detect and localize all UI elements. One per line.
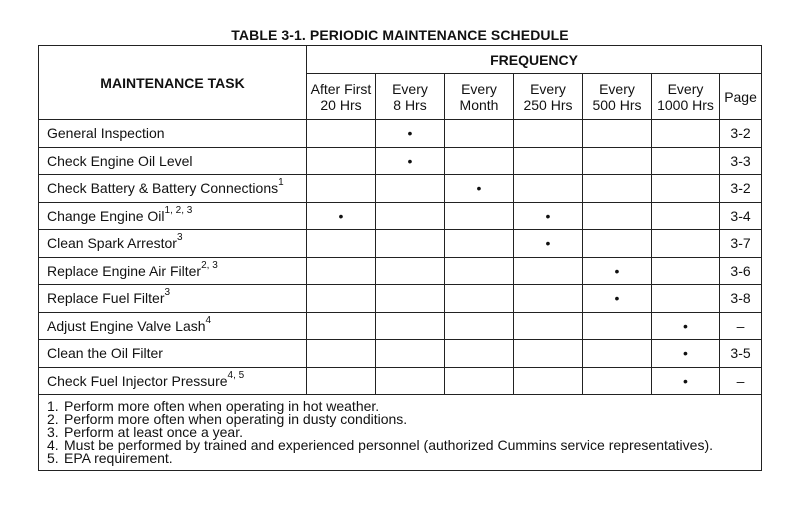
header-interval-line1: Every (530, 80, 566, 97)
frequency-cell (307, 120, 376, 148)
task-cell (39, 202, 307, 230)
frequency-cell (652, 147, 720, 175)
header-interval-line1: Every (599, 80, 635, 97)
frequency-cell (376, 202, 445, 230)
frequency-cell (652, 257, 720, 285)
frequency-cell (514, 257, 583, 285)
frequency-cell (583, 257, 652, 285)
footnote-text: Perform more often when operating in hot weather. (64, 398, 380, 414)
task-name: Check Fuel Injector Pressure (47, 372, 228, 389)
page-ref: – (720, 367, 762, 395)
frequency-cell (445, 285, 514, 313)
frequency-cell (583, 120, 652, 148)
bullet-mark-icon: • (683, 345, 688, 362)
frequency-cell (307, 340, 376, 368)
header-interval (514, 74, 583, 120)
table-row (39, 312, 762, 340)
page-ref: 3-2 (720, 175, 762, 203)
frequency-cell (445, 202, 514, 230)
footnote-ref: 4, 5 (227, 369, 245, 381)
frequency-cell (514, 285, 583, 313)
frequency-cell (445, 147, 514, 175)
footnote-number: 5. (47, 450, 59, 466)
bullet-mark-icon: • (407, 152, 413, 169)
schedule-body (39, 120, 762, 471)
header-interval-line1: After First (310, 80, 372, 97)
footnote-ref: 2, 3 (201, 259, 218, 271)
table-row (39, 230, 762, 258)
footnote-ref: 3 (164, 287, 171, 299)
frequency-cell (307, 230, 376, 258)
table-row (39, 285, 762, 313)
footnote-number: 1. (47, 398, 59, 414)
frequency-cell (376, 230, 445, 258)
footnote-ref: 4 (205, 314, 212, 326)
bullet-mark-icon: • (614, 262, 620, 279)
bullet-mark-icon: • (614, 290, 620, 307)
page-ref: 3-7 (720, 230, 762, 258)
frequency-cell (307, 147, 376, 175)
frequency-cell (652, 175, 720, 203)
frequency-cell (514, 312, 583, 340)
frequency-cell (376, 147, 445, 175)
task-name: Replace Engine Air Filter (47, 262, 202, 279)
bullet-mark-icon: • (407, 125, 413, 142)
frequency-cell (652, 367, 720, 395)
frequency-cell (445, 312, 514, 340)
frequency-cell (307, 367, 376, 395)
frequency-cell (514, 147, 583, 175)
header-interval-line1: Every (461, 80, 497, 97)
task-name: Clean Spark Arrestor (47, 235, 177, 252)
frequency-cell (307, 202, 376, 230)
footnote-text: Perform at least once a year. (64, 424, 243, 440)
frequency-cell (376, 367, 445, 395)
header-interval (583, 74, 652, 120)
header-interval (376, 74, 445, 120)
frequency-cell (514, 120, 583, 148)
bullet-mark-icon: • (338, 207, 344, 224)
frequency-cell (652, 312, 720, 340)
task-name: Check Battery & Battery Connections (47, 180, 279, 197)
page-ref: 3-4 (720, 202, 762, 230)
frequency-cell (514, 367, 583, 395)
footnotes (39, 395, 762, 471)
footnote-number: 4. (47, 437, 59, 453)
page-ref: 3-8 (720, 285, 762, 313)
task-cell (39, 230, 307, 258)
frequency-cell (307, 257, 376, 285)
frequency-cell (583, 147, 652, 175)
frequency-cell (514, 230, 583, 258)
frequency-cell (445, 367, 514, 395)
task-cell (39, 367, 307, 395)
task-name: General Inspection (47, 125, 165, 142)
task-name: Adjust Engine Valve Lash (47, 317, 206, 334)
frequency-cell (583, 340, 652, 368)
frequency-cell (307, 312, 376, 340)
page-ref: 3-6 (720, 257, 762, 285)
table-row (39, 120, 762, 148)
table-row (39, 340, 762, 368)
footnote-text: Must be performed by trained and experienced personnel (authorized Cummins service representatives). (64, 437, 713, 453)
header-interval-line2: Month (459, 96, 499, 113)
maintenance-schedule-table (38, 45, 762, 471)
page-ref: – (720, 312, 762, 340)
header-interval-line2: 20 Hrs (320, 96, 362, 113)
frequency-cell (376, 120, 445, 148)
header-interval-line2: 250 Hrs (523, 96, 573, 113)
frequency-cell (307, 285, 376, 313)
header-maintenance-task: MAINTENANCE TASK (39, 46, 307, 120)
footnote-number: 2. (47, 411, 59, 427)
frequency-cell (445, 175, 514, 203)
page-ref: 3-2 (720, 120, 762, 148)
header-page: Page (720, 74, 762, 120)
frequency-cell (583, 285, 652, 313)
page-ref: 3-5 (720, 340, 762, 368)
frequency-cell (514, 340, 583, 368)
task-name: Clean the Oil Filter (47, 345, 163, 362)
table-row (39, 257, 762, 285)
task-cell (39, 120, 307, 148)
frequency-cell (583, 230, 652, 258)
footnote-ref: 3 (176, 232, 183, 244)
footnote-text: Perform more often when operating in dusty conditions. (64, 411, 408, 427)
bullet-mark-icon: • (683, 372, 688, 389)
frequency-cell (376, 257, 445, 285)
bullet-mark-icon: • (476, 180, 482, 197)
frequency-cell (514, 202, 583, 230)
frequency-cell (445, 257, 514, 285)
frequency-cell (652, 230, 720, 258)
header-interval-line2: 500 Hrs (592, 96, 642, 113)
frequency-cell (376, 312, 445, 340)
footnote-ref: 1, 2, 3 (164, 204, 193, 216)
header-interval-line2: 8 Hrs (393, 96, 427, 113)
frequency-cell (652, 285, 720, 313)
frequency-cell (376, 285, 445, 313)
frequency-cell (652, 340, 720, 368)
frequency-cell (514, 175, 583, 203)
page-ref: 3-3 (720, 147, 762, 175)
header-interval (445, 74, 514, 120)
frequency-cell (583, 202, 652, 230)
frequency-cell (445, 230, 514, 258)
table-row (39, 147, 762, 175)
header-interval (307, 74, 376, 120)
bullet-mark-icon: • (545, 235, 551, 252)
task-cell (39, 257, 307, 285)
frequency-cell (583, 175, 652, 203)
task-cell (39, 285, 307, 313)
task-name: Change Engine Oil (47, 207, 165, 224)
header-frequency: FREQUENCY (307, 46, 762, 74)
footnote-text: EPA requirement. (64, 450, 173, 466)
header-interval-line2: 1000 Hrs (657, 96, 714, 113)
frequency-cell (583, 312, 652, 340)
task-cell (39, 340, 307, 368)
table-title: TABLE 3-1. PERIODIC MAINTENANCE SCHEDULE (231, 27, 569, 43)
bullet-mark-icon: • (683, 317, 688, 334)
frequency-cell (307, 175, 376, 203)
task-name: Check Engine Oil Level (47, 152, 193, 169)
frequency-cell (376, 340, 445, 368)
frequency-cell (652, 120, 720, 148)
table-row (39, 202, 762, 230)
footnote (47, 452, 761, 465)
frequency-cell (445, 340, 514, 368)
task-name: Replace Fuel Filter (47, 290, 165, 307)
frequency-cell (445, 120, 514, 148)
footnote-number: 3. (47, 424, 59, 440)
task-cell (39, 147, 307, 175)
header-interval (652, 74, 720, 120)
bullet-mark-icon: • (545, 207, 551, 224)
frequency-cell (376, 175, 445, 203)
task-cell (39, 312, 307, 340)
header-interval-line1: Every (392, 80, 428, 97)
frequency-cell (583, 367, 652, 395)
table-row (39, 175, 762, 203)
footnote-ref: 1 (278, 177, 284, 189)
task-cell (39, 175, 307, 203)
footnotes-row (39, 395, 762, 471)
table-row (39, 367, 762, 395)
header-interval-line1: Every (667, 80, 704, 97)
frequency-cell (652, 202, 720, 230)
